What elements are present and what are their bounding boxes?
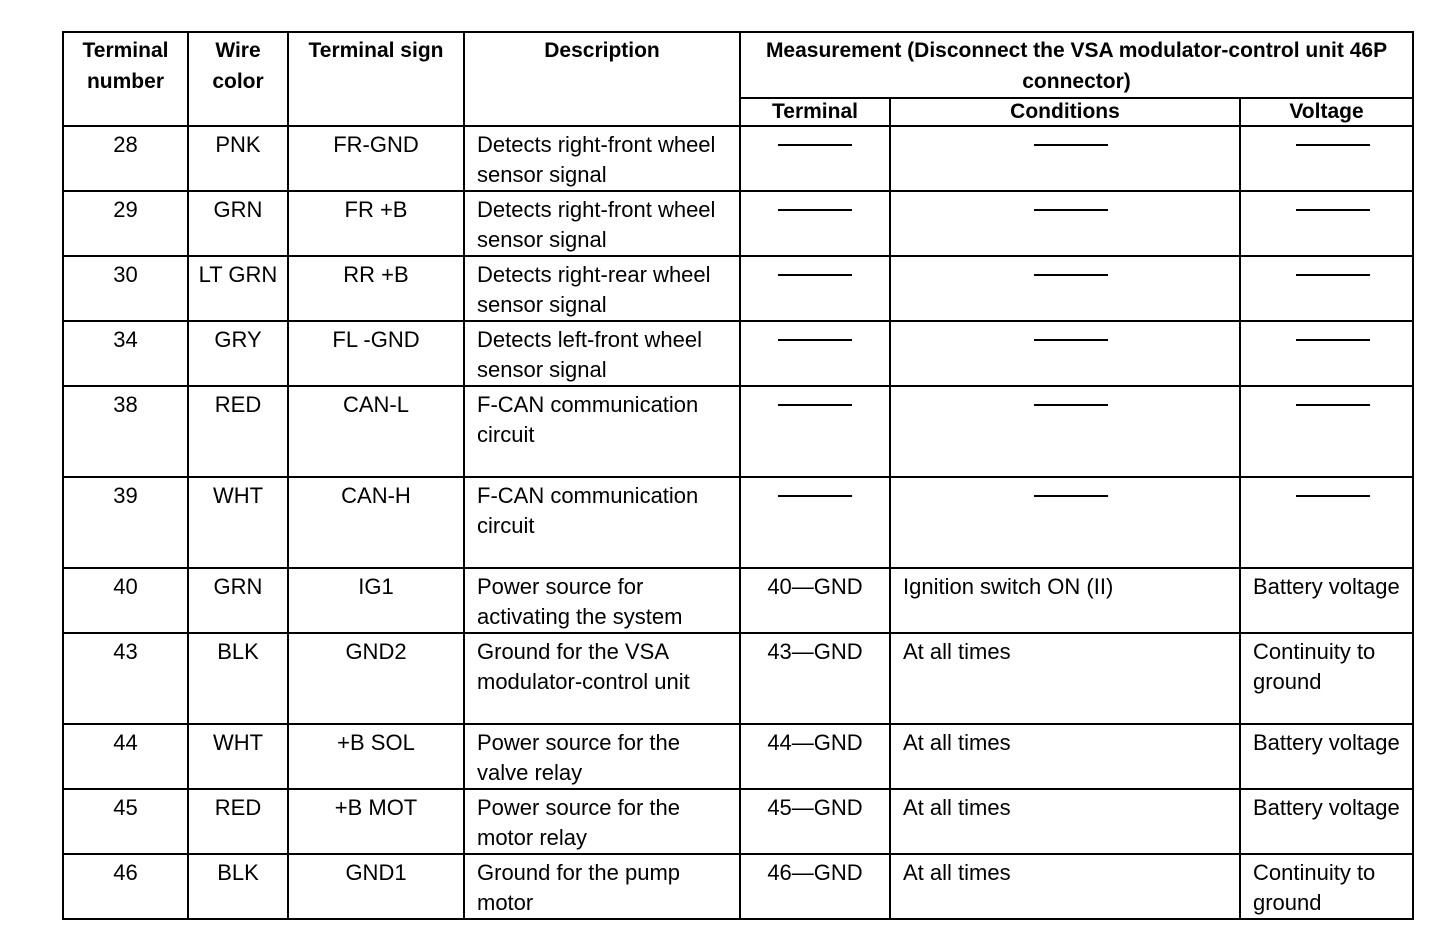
cell-terminal-number: 34: [63, 321, 188, 386]
cell-measurement-terminal: [740, 256, 890, 321]
table-row: [63, 724, 1413, 789]
header-terminal-number: Terminal number: [63, 32, 188, 126]
cell-terminal-sign: +B SOL: [288, 724, 464, 789]
empty-dash: [778, 339, 852, 341]
empty-dash: [1034, 209, 1108, 211]
cell-terminal-number: 46: [63, 854, 188, 919]
cell-description: Detects right-front wheel sensor signal: [464, 126, 740, 191]
cell-conditions: [890, 321, 1240, 386]
header-measurement-voltage: Voltage: [1240, 98, 1413, 126]
cell-terminal-number: 43: [63, 633, 188, 724]
cell-measurement-terminal: [740, 386, 890, 477]
cell-measurement-terminal: [740, 191, 890, 256]
empty-dash: [1296, 339, 1370, 341]
cell-conditions: [890, 477, 1240, 568]
cell-voltage: [1240, 191, 1413, 256]
empty-dash: [1296, 495, 1370, 497]
cell-voltage: [1240, 126, 1413, 191]
cell-measurement-terminal: [740, 477, 890, 568]
header-terminal-sign: Terminal sign: [288, 32, 464, 126]
cell-conditions: At all times: [890, 789, 1240, 854]
cell-terminal-sign: FR +B: [288, 191, 464, 256]
cell-conditions: At all times: [890, 724, 1240, 789]
cell-description: Detects left-front wheel sensor signal: [464, 321, 740, 386]
empty-dash: [778, 209, 852, 211]
cell-terminal-sign: FR-GND: [288, 126, 464, 191]
empty-dash: [778, 404, 852, 406]
table-row: [63, 789, 1413, 854]
table-row: [63, 854, 1413, 919]
empty-dash: [778, 274, 852, 276]
empty-dash: [1296, 404, 1370, 406]
cell-description: Power source for the motor relay: [464, 789, 740, 854]
table-row: [63, 477, 1413, 568]
header-description: Description: [464, 32, 740, 126]
cell-terminal-sign: IG1: [288, 568, 464, 633]
cell-terminal-number: 29: [63, 191, 188, 256]
table-row: [63, 191, 1413, 256]
table-row: [63, 568, 1413, 633]
cell-terminal-number: 44: [63, 724, 188, 789]
table-row: [63, 321, 1413, 386]
cell-conditions: At all times: [890, 854, 1240, 919]
cell-terminal-number: 45: [63, 789, 188, 854]
cell-terminal-sign: +B MOT: [288, 789, 464, 854]
terminal-table-container: [62, 31, 1412, 920]
cell-terminal-number: 40: [63, 568, 188, 633]
header-measurement-conditions: Conditions: [890, 98, 1240, 126]
cell-wire-color: GRN: [188, 191, 288, 256]
empty-dash: [1296, 274, 1370, 276]
cell-voltage: [1240, 321, 1413, 386]
cell-measurement-terminal: 44—GND: [740, 724, 890, 789]
table-row: [63, 633, 1413, 724]
table-row: [63, 386, 1413, 477]
cell-voltage: [1240, 477, 1413, 568]
cell-description: Detects right-front wheel sensor signal: [464, 191, 740, 256]
cell-measurement-terminal: 40—GND: [740, 568, 890, 633]
cell-conditions: [890, 191, 1240, 256]
cell-wire-color: GRN: [188, 568, 288, 633]
cell-description: F-CAN communication circuit: [464, 477, 740, 568]
cell-description: Ground for the pump motor: [464, 854, 740, 919]
cell-wire-color: PNK: [188, 126, 288, 191]
cell-voltage: Battery voltage: [1240, 568, 1413, 633]
cell-wire-color: WHT: [188, 724, 288, 789]
header-measurement: Measurement (Disconnect the VSA modulator-control unit 46P connector): [740, 32, 1413, 98]
table-row: [63, 256, 1413, 321]
cell-wire-color: BLK: [188, 633, 288, 724]
cell-voltage: Continuity to ground: [1240, 633, 1413, 724]
cell-measurement-terminal: [740, 126, 890, 191]
terminal-table: [62, 31, 1414, 920]
cell-wire-color: RED: [188, 386, 288, 477]
cell-terminal-sign: GND2: [288, 633, 464, 724]
empty-dash: [778, 144, 852, 146]
empty-dash: [1034, 495, 1108, 497]
cell-wire-color: WHT: [188, 477, 288, 568]
cell-terminal-number: 30: [63, 256, 188, 321]
cell-terminal-number: 28: [63, 126, 188, 191]
empty-dash: [1034, 339, 1108, 341]
cell-conditions: At all times: [890, 633, 1240, 724]
cell-wire-color: LT GRN: [188, 256, 288, 321]
cell-measurement-terminal: 45—GND: [740, 789, 890, 854]
cell-wire-color: RED: [188, 789, 288, 854]
cell-terminal-number: 38: [63, 386, 188, 477]
empty-dash: [1296, 209, 1370, 211]
cell-terminal-number: 39: [63, 477, 188, 568]
cell-measurement-terminal: [740, 321, 890, 386]
cell-terminal-sign: GND1: [288, 854, 464, 919]
cell-terminal-sign: CAN-H: [288, 477, 464, 568]
cell-wire-color: BLK: [188, 854, 288, 919]
empty-dash: [778, 495, 852, 497]
cell-voltage: Battery voltage: [1240, 789, 1413, 854]
empty-dash: [1034, 274, 1108, 276]
cell-description: Ground for the VSA modulator-control unit: [464, 633, 740, 724]
cell-description: Power source for the valve relay: [464, 724, 740, 789]
cell-voltage: Continuity to ground: [1240, 854, 1413, 919]
table-row: [63, 126, 1413, 191]
cell-terminal-sign: FL -GND: [288, 321, 464, 386]
empty-dash: [1034, 144, 1108, 146]
cell-measurement-terminal: 46—GND: [740, 854, 890, 919]
cell-measurement-terminal: 43—GND: [740, 633, 890, 724]
cell-conditions: [890, 386, 1240, 477]
cell-conditions: Ignition switch ON (II): [890, 568, 1240, 633]
cell-conditions: [890, 256, 1240, 321]
cell-voltage: Battery voltage: [1240, 724, 1413, 789]
cell-terminal-sign: RR +B: [288, 256, 464, 321]
empty-dash: [1034, 404, 1108, 406]
cell-conditions: [890, 126, 1240, 191]
cell-wire-color: GRY: [188, 321, 288, 386]
header-measurement-terminal: Terminal: [740, 98, 890, 126]
table-body: [63, 126, 1413, 919]
header-wire-color: Wire color: [188, 32, 288, 126]
cell-voltage: [1240, 386, 1413, 477]
cell-description: Detects right-rear wheel sensor signal: [464, 256, 740, 321]
empty-dash: [1296, 144, 1370, 146]
cell-description: F-CAN communication circuit: [464, 386, 740, 477]
cell-description: Power source for activating the system: [464, 568, 740, 633]
cell-voltage: [1240, 256, 1413, 321]
cell-terminal-sign: CAN-L: [288, 386, 464, 477]
